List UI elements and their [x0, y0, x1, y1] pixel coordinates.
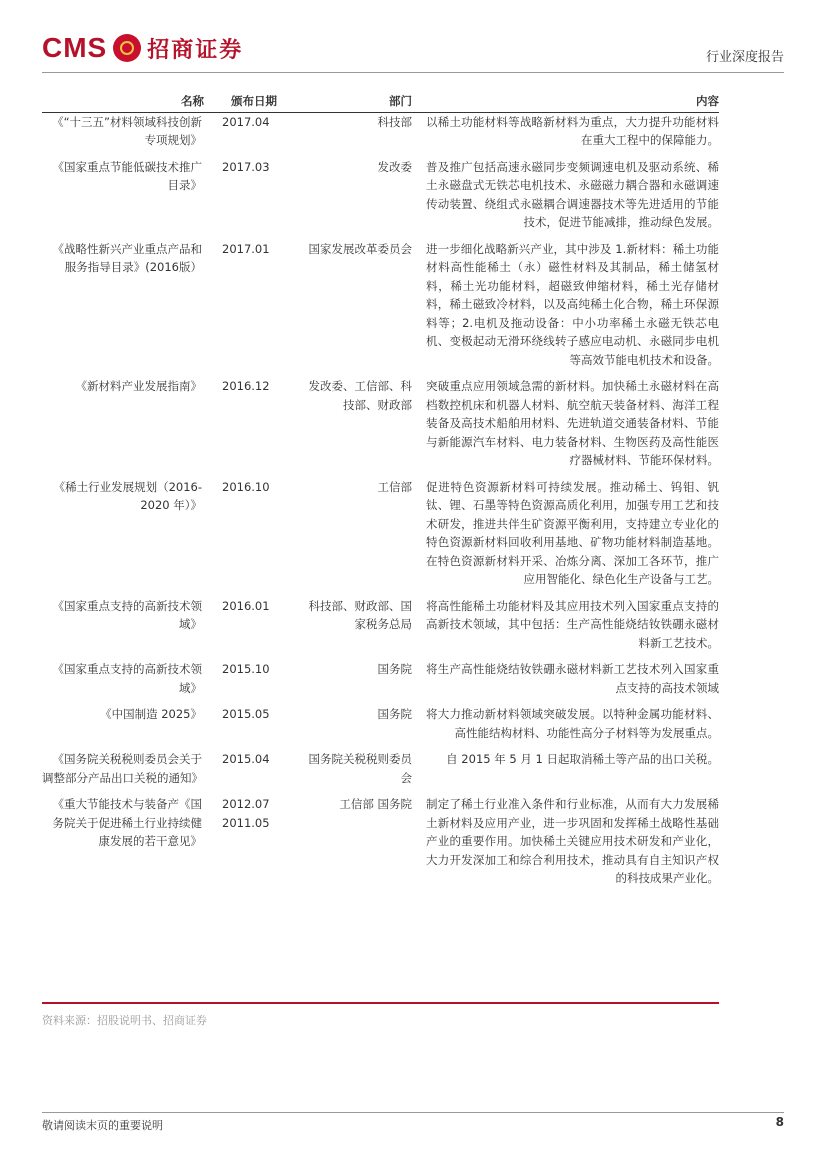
logo-badge-icon	[113, 34, 141, 62]
table-row	[42, 158, 719, 240]
cell-content: 促进特色资源新材料可持续发展。推动稀土、钨钼、钒钛、锂、石墨等特色资源高质化利用，加强专用工艺和技术研发，推进共伴生矿资源平衡利用，支持建立专业化的特色资源新材料回收利用基地、矿物功能材料制造基地。在特色资源新材料开采、冶炼分离、深加工各环节，推广应用智能化、绿色化生产设备与工艺。	[426, 479, 719, 586]
col-header-dept: 部门	[304, 92, 424, 112]
col-header-content: 内容	[424, 92, 719, 112]
cell-dept: 科技部、财政部、国家税务总局	[308, 598, 412, 631]
cell-dept: 工信部	[377, 479, 412, 494]
source-note: 资料来源：招股说明书、招商证券	[42, 1014, 207, 1027]
table-header-row	[42, 92, 719, 112]
cell-date: 2017.03	[222, 159, 270, 174]
cell-date: 2017.04	[222, 114, 270, 129]
cell-dept: 科技部	[377, 114, 412, 129]
cell-name: 《战略性新兴产业重点产品和服务指导目录》(2016版）	[52, 241, 202, 274]
report-type: 行业深度报告	[705, 50, 784, 65]
company-logo	[42, 30, 243, 66]
cell-content: 制定了稀土行业准入条件和行业标准，从而有大力发展稀土新材料及应用产业，进一步巩固和发挥稀土战略性基础产业的重要作用。加快稀土关键应用技术研发和产业化，大力开发深加工和综合利用技术，推动具有自主知识产权的科技成果产业化。	[426, 797, 719, 885]
table-row	[42, 795, 719, 896]
table-row	[42, 377, 719, 478]
cell-name: 《“十三五”材料领域科技创新专项规划》	[52, 114, 202, 147]
footer-note: 敬请阅读末页的重要说明	[42, 1119, 163, 1132]
cell-content: 进一步细化战略新兴产业，其中涉及 1.新材料：稀土功能材料高性能稀土（永）磁性材料及其制品，稀土储氢材料，稀土光功能材料，超磁致伸缩材料，稀土光存储材料，稀土磁致冷材料，以及高纯稀土化合物，稀土环保源料等；2.电机及拖动设备：中小功率稀土永磁无铁芯电机、变极起动无滑环绕线转子感应电动机、永磁同步电机等高效节能电机技术和设备。	[426, 241, 719, 367]
footer-divider	[42, 1112, 784, 1113]
cell-dept: 国务院	[377, 707, 412, 721]
cell-date: 2016.10	[222, 479, 270, 494]
logo-chinese-name: 招商证券	[147, 37, 244, 63]
cell-date: 2015.05	[222, 707, 270, 721]
cell-content: 普及推广包括高速永磁同步变频调速电机及驱动系统、稀土永磁盘式无铁芯电机技术、永磁磁力耦合器和永磁调速传动装置、绕组式永磁耦合调速器技术等先进适用的节能技术，促进节能减排，推动绿色发展。	[426, 159, 719, 229]
cell-name: 《国家重点节能低碳技术推广目录》	[52, 159, 202, 192]
cell-date: 2017.01	[222, 241, 270, 256]
cell-content: 以稀土功能材料等战略新材料为重点，大力提升功能材料在重大工程中的保障能力。	[426, 114, 719, 147]
col-header-date: 颁布日期	[204, 92, 304, 112]
cell-dept: 发改委	[377, 159, 412, 174]
page-header	[42, 30, 784, 70]
cell-date: 2015.10	[222, 662, 270, 676]
cell-dept: 国务院关税税则委员会	[308, 752, 412, 785]
cell-date: 2012.07 2011.05	[222, 797, 270, 830]
table-row	[42, 660, 719, 705]
cell-name: 《国家重点支持的高新技术领域》	[52, 598, 202, 631]
cell-date: 2016.01	[222, 598, 270, 613]
table-row	[42, 705, 719, 750]
cell-date: 2015.04	[222, 752, 270, 766]
table-bottom-border	[42, 1002, 719, 1004]
cell-content: 突破重点应用领域急需的新材料。加快稀土永磁材料在高档数控机床和机器人材料、航空航天装备材料、海洋工程装备及高技术船舶用材料、先进轨道交通装备材料、节能与新能源汽车材料、电力装备材料、生物医药及高性能医疗器械材料、节能环保材料。	[426, 379, 719, 467]
cell-name: 《国务院关税税则委员会关于调整部分产品出口关税的通知》	[42, 752, 203, 785]
cell-dept: 国家发展改革委员会	[308, 241, 412, 256]
cell-date: 2016.12	[222, 379, 270, 393]
cell-dept: 国务院	[377, 662, 412, 676]
cell-content: 将生产高性能烧结钕铁硼永磁材料新工艺技术列入国家重点支持的高技术领域	[426, 662, 719, 695]
cell-dept: 工信部 国务院	[339, 797, 412, 811]
col-header-name: 名称	[42, 92, 204, 112]
table-row	[42, 112, 719, 158]
header-divider	[42, 72, 784, 73]
cell-dept: 发改委、工信部、科技部、财政部	[308, 379, 412, 412]
page-number: 8	[775, 1115, 784, 1129]
cell-content: 将大力推动新材料领域突破发展。以特种金属功能材料、高性能结构材料、功能性高分子材料等为发展重点。	[426, 707, 719, 740]
table-row	[42, 240, 719, 378]
cell-content: 将高性能稀土功能材料及其应用技术列入国家重点支持的高新技术领域，其中包括：生产高性能烧结钕铁硼永磁材料新工艺技术。	[426, 598, 719, 650]
cell-name: 《国家重点支持的高新技术领域》	[52, 662, 202, 695]
cell-content: 自 2015 年 5 月 1 日起取消稀土等产品的出口关税。	[446, 752, 719, 766]
cell-name: 《稀土行业发展规划（2016-2020 年）》	[53, 479, 202, 512]
logo-text: CMS	[42, 32, 108, 63]
policy-table	[42, 92, 719, 896]
table-row	[42, 750, 719, 795]
table-row	[42, 597, 719, 661]
cell-name: 《重大节能技术与装备产《国务院关于促进稀土行业持续健康发展的若干意见》	[52, 797, 202, 848]
table-row	[42, 478, 719, 597]
cell-name: 《中国制造 2025》	[100, 707, 202, 721]
cell-name: 《新材料产业发展指南》	[75, 379, 202, 393]
